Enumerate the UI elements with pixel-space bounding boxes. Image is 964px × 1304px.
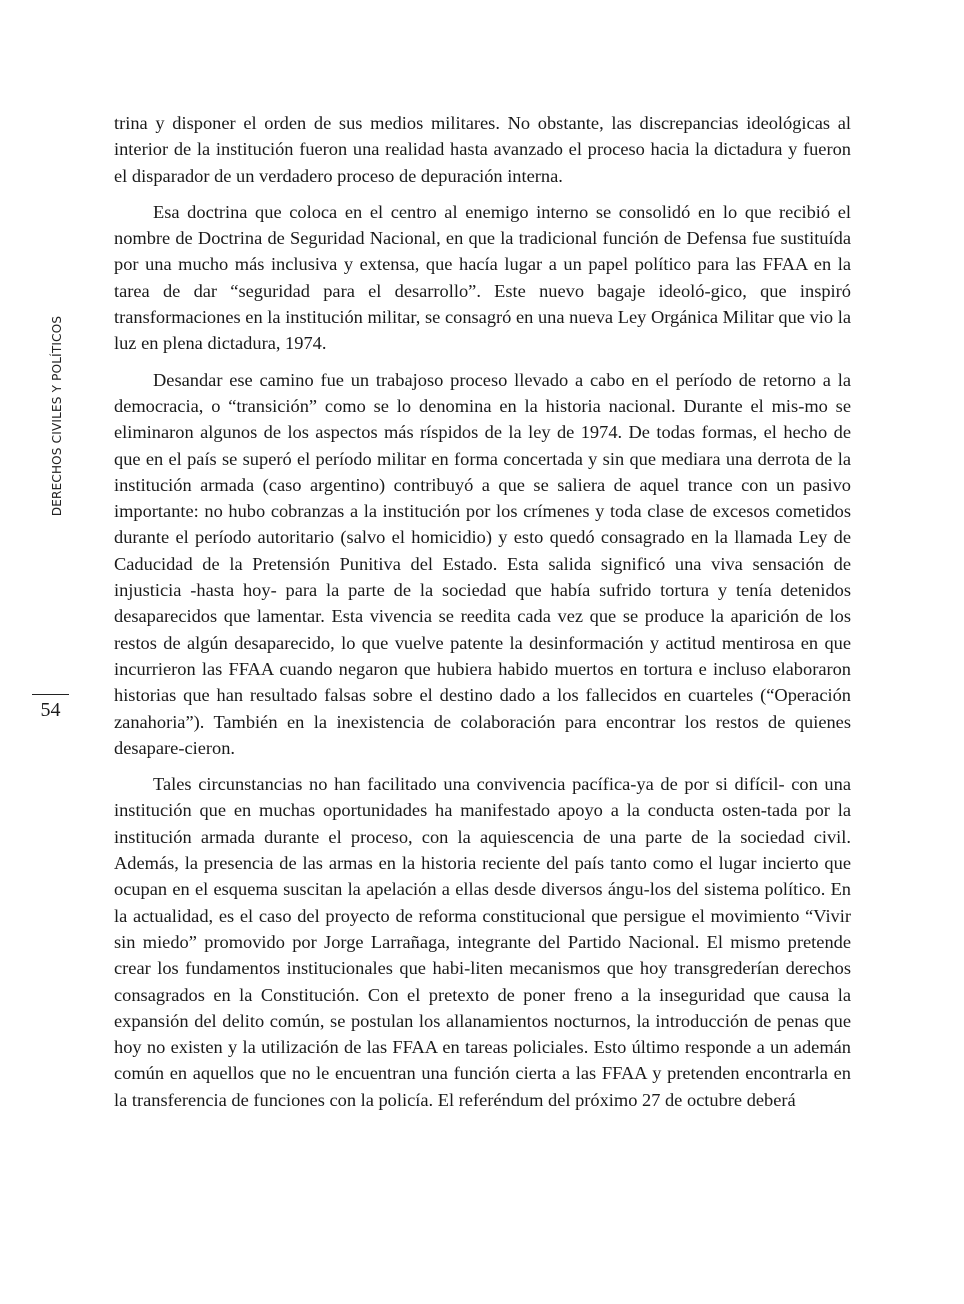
paragraph: trina y disponer el orden de sus medios militares. No obstante, las discrepancias ideológicas al interior de la institución fueron una realidad hasta avanzado el proceso hacia la dictadura y fueron el disparador de un verdadero proceso de depuración interna. xyxy=(114,113,851,186)
body-text xyxy=(114,110,851,1123)
running-head xyxy=(47,315,67,516)
page-number: 54 xyxy=(40,699,61,721)
running-head-text: DERECHOS CIVILES Y POLÍTICOS xyxy=(50,315,65,516)
paragraph: Esa doctrina que coloca en el centro al enemigo interno se consolidó en lo que recibió el nombre de Doctrina de Seguridad Nacional, en que la tradicional función de Defensa fue sustituída por una mucho más inclusiva y extensa, que hacía lugar a un papel político para las FFAA en la tarea de dar “seguridad para el desarrollo”. Este nuevo bagaje ideoló-gico, que inspiró transformaciones en la institución militar, se consagró en una nueva Ley Orgánica Militar que vio la luz en plena dictadura, 1974. xyxy=(114,201,851,354)
folio-rule xyxy=(32,694,69,695)
paragraph: Tales circunstancias no han facilitado una convivencia pacífica-ya de por si difícil- con una institución que en muchas oportunidades ha manifestado apoyo a la conducta osten-tada por la institución armada durante el proceso, con la aquiescencia de una parte de la sociedad civil. Además, la presencia de las armas en la historia reciente del país tanto como el lugar incierto que ocupan en el esquema suscitan la apelación a ellas desde diversos ángu-los del sistema político. En la actualidad, es el caso del proyecto de reforma constitucional que persigue el movimiento “Vivir sin miedo” promovido por Jorge Larrañaga, integrante del Partido Nacional. El mismo pretende crear los fundamentos institucionales que habi-liten mecanismos que hoy transgrederían derechos consagrados en la Constitución. Con el pretexto de poner freno a la inseguridad que causa la expansión del delito común, se postulan los allanamientos nocturnos, la introducción de penas que hoy no existen y la utilización de las FFAA en tareas policiales. Esto último responde a un ademán común en aquellos que no le encuentran una función cierta a las FFAA y pretenden encontrarla en la transferencia de funciones con la policía. El referéndum del próximo 27 de octubre deberá xyxy=(114,774,851,1110)
paragraph: Desandar ese camino fue un trabajoso proceso llevado a cabo en el período de retorno a la democracia, o “transición” como se lo denomina en la historia nacional. Durante el mis-mo se eliminaron algunos de los aspectos más ríspidos de la ley de 1974. De todas formas, el hecho de que en el país se superó el período militar en forma concertada y sin que mediara una derrota de la institución armada (caso argentino) contribuyó a que se saliera de aquel trance con un pasivo importante: no hubo cobranzas a la institución por los crímenes y toda clase de excesos cometidos durante el período autoritario (salvo el homicidio) y esto quedó consagrado en la llamada Ley de Caducidad de la Pretensión Punitiva del Estado. Esta salida significó una viva sensación de injusticia -hasta hoy- para la parte de la sociedad que había sufrido tortura y tenía detenidos desaparecidos que lamentar. Esta vivencia se reedita cada vez que se produce la aparición de los restos de algún desaparecido, lo que vuelve patente la desinformación y actitud mentirosa en que incurrieron las FFAA cuando negaron que hubiera habido muertos en tortura e incluso elaboraron historias que han resultado falsas sobre el destino dado a los fallecidos en cuarteles (“Operación zanahoria”). También en la inexistencia de colaboración para encontrar los restos de quienes desapare-cieron. xyxy=(114,369,851,758)
